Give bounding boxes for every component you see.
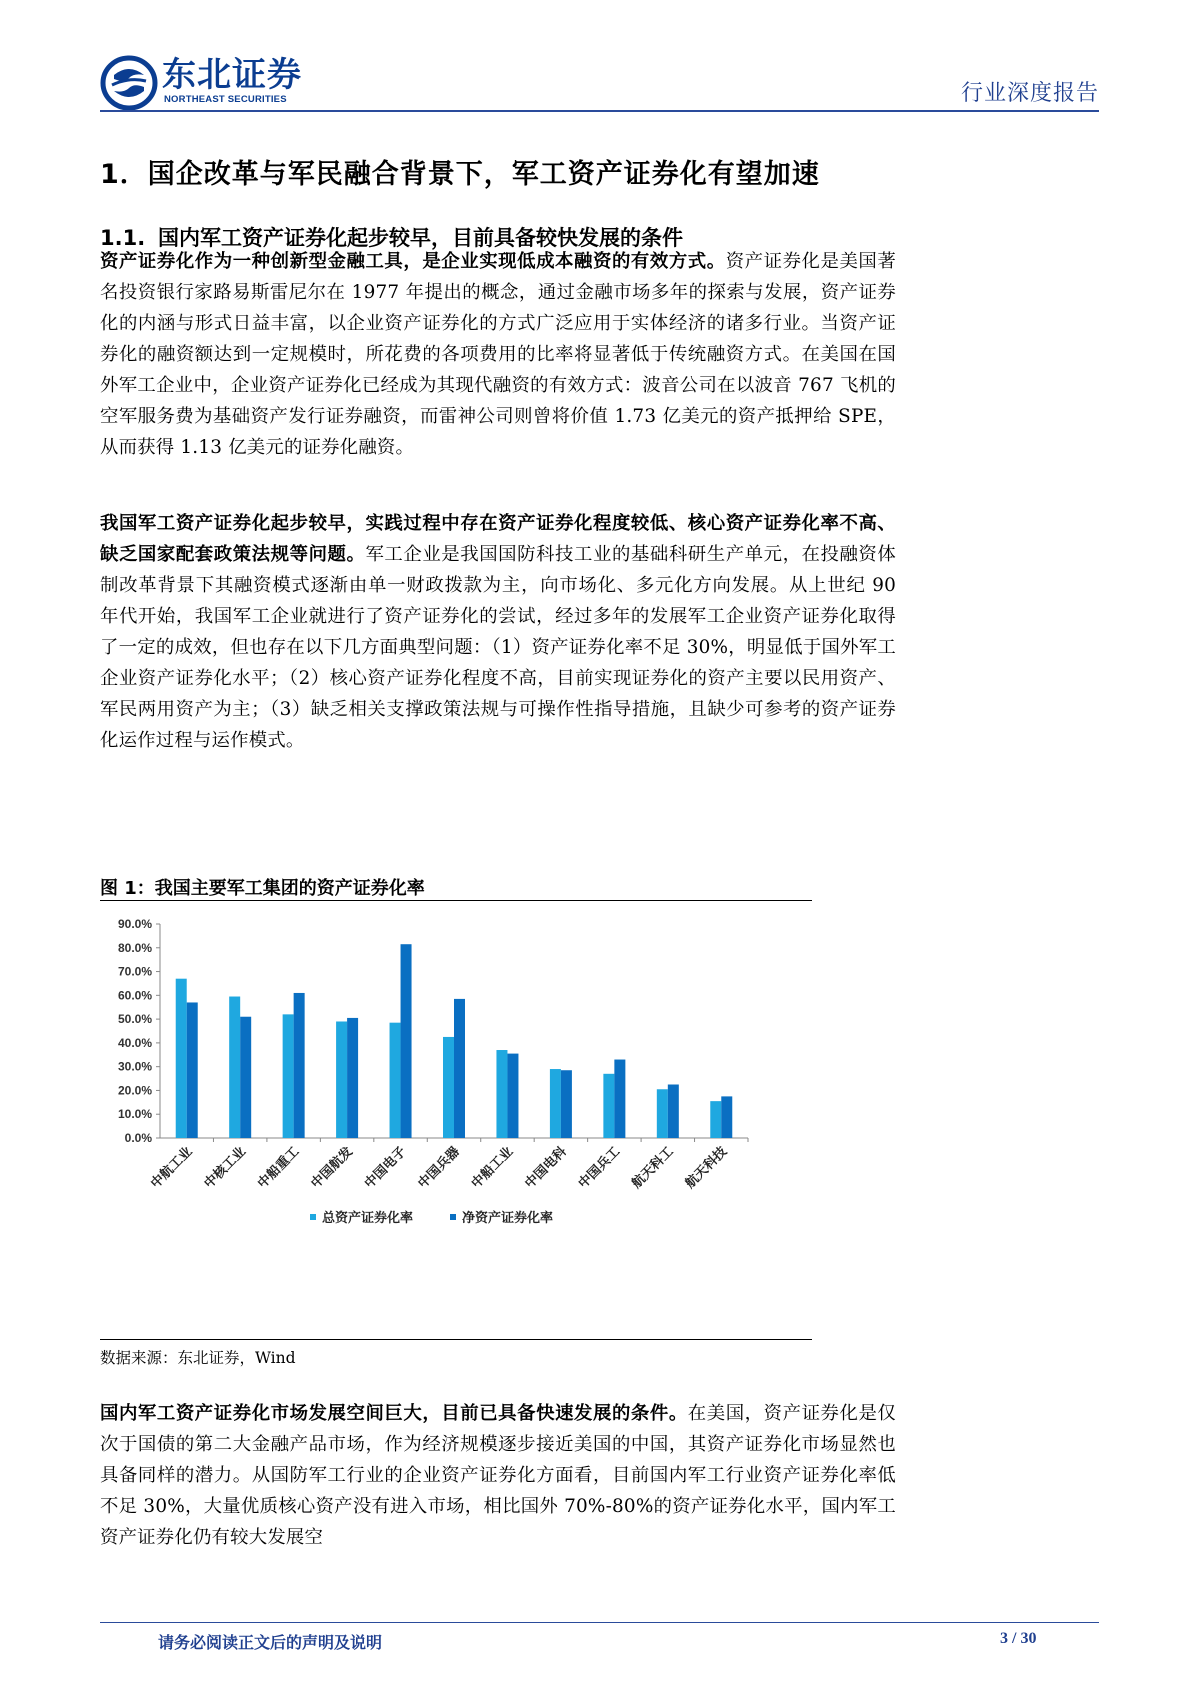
bar-total-7 [496,1050,507,1138]
bar-total-3 [283,1014,294,1138]
paragraph-2-lead: 我国军工资产证券化起步较早，实践过程中存在资产证券化程度较低、核心资产证券化率不高、缺乏国家配套政策法规等问题。 [100,513,896,565]
x-tick-label: 中核工业 [201,1144,250,1192]
bar-net-9 [614,1060,625,1138]
x-tick-label: 中国电子 [361,1144,410,1192]
legend-label-2: 净资产证券化率 [462,1211,554,1226]
bar-net-8 [561,1070,572,1138]
paragraph-3-lead: 国内军工资产证券化市场发展空间巨大，目前已具备快速发展的条件。 [100,1403,688,1424]
x-tick-label: 中航工业 [148,1144,196,1192]
figure-source: 数据来源：东北证券，Wind [100,1349,296,1367]
x-tick-label: 航天科技 [682,1144,731,1192]
y-tick-label: 90.0% [117,917,152,931]
section-heading: 1．国企改革与军民融合背景下，军工资产证券化有望加速 [100,159,820,190]
bar-total-1 [176,979,187,1138]
figure-top-rule [100,900,812,901]
x-tick-label: 中国兵器 [415,1144,463,1192]
paragraph-1-body: 资产证券化是美国著名投资银行家路易斯雷尼尔在 1977 年提出的概念，通过金融市场多年的探索与发展，资产证券化的内涵与形式日益丰富，以企业资产证券化的方式广泛应用于实体经济的诸多行业。当资产证券化的融资额达到一定规模时，所花费的各项费用的比率将显著低于传统融资方式。在美国在国外军工企业中，企业资产证券化已经成为其现代融资的有效方式：波音公司在以波音 767 飞机的空军服务费为基础资产发行证券融资，而雷神公司则曾将价值 1.73 亿美元的资产抵押给 SPE，从而获得 1.13 亿美元的证券化融资。 [100,251,896,458]
x-tick-label: 中船工业 [468,1144,517,1192]
legend-label-1: 总资产证券化率 [322,1211,414,1226]
figure-title: 图 1：我国主要军工集团的资产证券化率 [100,878,425,899]
bar-net-2 [240,1017,251,1138]
x-tick-label: 航天科工 [629,1144,677,1192]
subsection-number: 1.1. [100,226,146,250]
legend-swatch-1 [310,1214,316,1220]
figure-bottom-rule [100,1339,812,1340]
bar-net-11 [721,1096,732,1138]
bar-net-1 [187,1002,198,1138]
footer-divider [100,1622,1099,1623]
paragraph-1-lead: 资产证券化作为一种创新型金融工具，是企业实现低成本融资的有效方式。 [100,251,726,272]
bar-total-8 [550,1069,561,1138]
y-tick-label: 20.0% [117,1083,152,1098]
bar-total-9 [603,1074,614,1138]
bar-net-5 [401,944,412,1138]
x-tick-label: 中国兵工 [575,1144,624,1192]
legend-swatch-2 [450,1214,456,1220]
page-number: 3 / 30 [1000,1630,1037,1647]
bar-total-2 [229,997,240,1138]
paragraph-3-body: 在美国，资产证券化是仅次于国债的第二大金融产品市场，作为经济规模逐步接近美国的中国，其资产证券化市场显然也具备同样的潜力。从国防军工行业的企业资产证券化方面看，目前国内军工行业资产证券化率低不足 30%，大量优质核心资产没有进入市场，相比国外 70%-80%的资产证券化水平，国内军工资产证券化仍有较大发展空 [100,1403,896,1548]
bar-total-4 [336,1021,347,1138]
paragraph-2 [100,508,896,756]
footer-disclaimer: 请务必阅读正文后的声明及说明 [158,1633,383,1652]
y-tick-label: 80.0% [117,940,152,955]
x-tick-label: 中船重工 [255,1144,303,1192]
header-divider [100,110,1099,112]
bar-net-10 [668,1085,679,1139]
subsection-title: 国内军工资产证券化起步较早，目前具备较快发展的条件 [158,226,683,250]
bar-chart [100,904,812,1336]
company-logo [100,55,340,111]
logo-chinese-name: 东北证券 [162,55,302,95]
y-tick-label: 40.0% [117,1035,152,1050]
paragraph-2-body: 军工企业是我国国防科技工业的基础科研生产单元，在投融资体制改革背景下其融资模式逐渐由单一财政拨款为主，向市场化、多元化方向发展。从上世纪 90 年代开始，我国军工企业就进行了资产证券化的尝试，经过多年的发展军工企业资产证券化取得了一定的成效，但也存在以下几方面典型问题：（1）资产证券化率不足 30%，明显低于国外军工企业资产证券化水平；（2）核心资产证券化程度不高，目前实现证券化的资产主要以民用资产、军民两用资产为主；（3）缺乏相关支撑政策法规与可操作性指导措施，且缺少可参考的资产证券化运作过程与运作模式。 [100,544,896,751]
x-tick-label: 中国电科 [522,1144,570,1192]
report-type-label: 行业深度报告 [960,81,1099,106]
bar-net-3 [294,993,305,1138]
y-tick-label: 60.0% [117,988,152,1003]
y-tick-label: 0.0% [124,1131,152,1145]
logo-english-name: NORTHEAST SECURITIES [164,94,287,105]
paragraph-3 [100,1398,896,1553]
y-tick-label: 10.0% [117,1107,152,1122]
bar-net-4 [347,1018,358,1138]
bar-net-7 [507,1054,518,1138]
y-tick-label: 50.0% [117,1012,152,1027]
bar-total-10 [657,1089,668,1138]
bar-total-11 [710,1101,721,1138]
paragraph-1 [100,246,896,463]
company-logo-icon [100,55,158,111]
bar-net-6 [454,999,465,1138]
bar-total-6 [443,1037,454,1138]
bar-total-5 [390,1023,401,1138]
y-tick-label: 70.0% [117,964,152,979]
x-tick-label: 中国航发 [308,1144,356,1192]
y-tick-label: 30.0% [117,1059,152,1074]
